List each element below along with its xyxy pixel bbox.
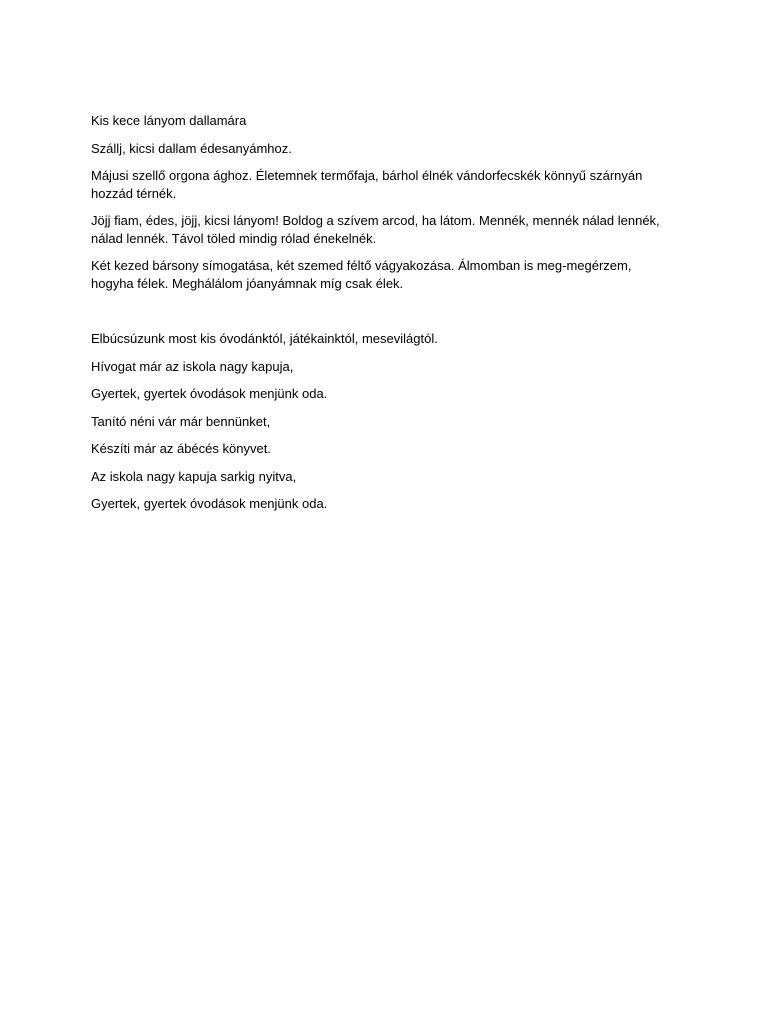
song-title: Kis kece lányom dallamára [91, 113, 247, 128]
paragraph: Hívogat már az iskola nagy kapuja, [91, 358, 294, 374]
paragraph: Készíti már az ábécés könyvet. [91, 441, 271, 456]
paragraph: Májusi szellő orgona ághoz. Életemnek termőfaja, bárhol élnék vándorfecskék könnyű szárnyán hozzád térnék. [91, 168, 643, 201]
paragraph: Gyertek, gyertek óvodások menjünk oda. [91, 386, 328, 401]
paragraph: Gyertek, gyertek óvodások menjünk oda. [91, 496, 328, 511]
paragraph: Szállj, kicsi dallam édesanyámhoz. [91, 140, 292, 156]
section-farewell [91, 330, 671, 513]
document-page [91, 112, 671, 523]
paragraph: Két kezed bársony símogatása, két szemed féltő vágyakozása. Álmomban is meg-megérzem, hogyha félek. Meghálálom jóanyámnak míg csak élek. [91, 258, 632, 291]
paragraph: Elbúcsúzunk most kis óvodánktól, játékainktól, mesevilágtól. [91, 331, 438, 346]
blank-line [91, 302, 671, 330]
section-lullaby [91, 112, 671, 292]
paragraph: Tanító néni vár már bennünket, [91, 413, 271, 429]
paragraph: Az iskola nagy kapuja sarkig nyitva, [91, 468, 297, 484]
paragraph: Jöjj fiam, édes, jöjj, kicsi lányom! Boldog a szívem arcod, ha látom. Mennék, mennék nálad lennék, nálad lennék. Távol töled mindig rólad énekelnék. [91, 213, 660, 246]
